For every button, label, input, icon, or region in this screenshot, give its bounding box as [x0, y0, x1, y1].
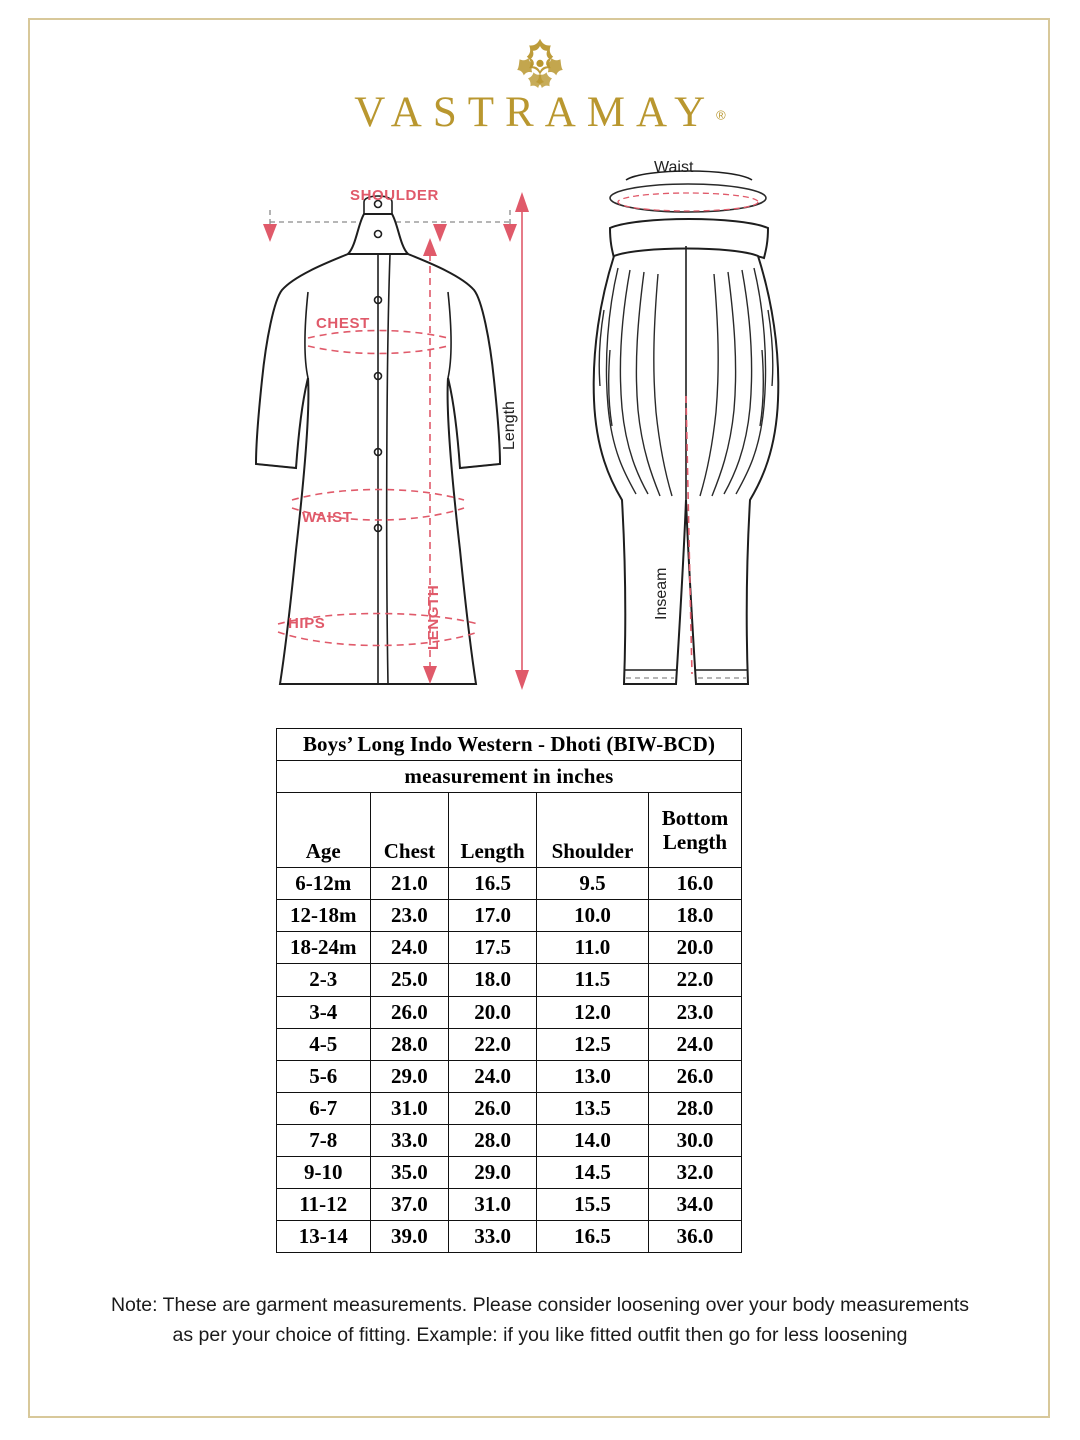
cell-shoulder: 13.0 [536, 1060, 648, 1092]
table-title-row [277, 729, 742, 761]
cell-length: 18.0 [449, 964, 537, 996]
cell-bottom-length: 20.0 [649, 932, 742, 964]
cell-shoulder: 14.5 [536, 1157, 648, 1189]
column-header-bottom-length-line2: Length [662, 830, 728, 855]
table-row [277, 1221, 742, 1253]
size-table [276, 728, 742, 1253]
cell-shoulder: 11.5 [536, 964, 648, 996]
cell-age: 9-10 [277, 1157, 371, 1189]
cell-shoulder: 9.5 [536, 868, 648, 900]
cell-shoulder: 15.5 [536, 1189, 648, 1221]
table-row [277, 996, 742, 1028]
column-header-age: Age [277, 793, 371, 868]
cell-shoulder: 12.5 [536, 1028, 648, 1060]
cell-age: 4-5 [277, 1028, 371, 1060]
cell-length: 29.0 [449, 1157, 537, 1189]
cell-age: 13-14 [277, 1221, 371, 1253]
cell-age: 6-12m [277, 868, 371, 900]
cell-shoulder: 14.0 [536, 1124, 648, 1156]
label-shoulder: SHOULDER [350, 187, 439, 204]
cell-length: 33.0 [449, 1221, 537, 1253]
cell-chest: 25.0 [370, 964, 449, 996]
label-dhoti-inseam: Inseam [653, 567, 670, 620]
cell-length: 26.0 [449, 1092, 537, 1124]
label-dhoti-waist: Waist [654, 159, 694, 176]
cell-chest: 31.0 [370, 1092, 449, 1124]
table-row [277, 964, 742, 996]
cell-shoulder: 13.5 [536, 1092, 648, 1124]
table-row [277, 868, 742, 900]
cell-shoulder: 11.0 [536, 932, 648, 964]
table-subtitle-row [277, 761, 742, 793]
cell-chest: 37.0 [370, 1189, 449, 1221]
cell-age: 18-24m [277, 932, 371, 964]
cell-bottom-length: 23.0 [649, 996, 742, 1028]
cell-chest: 28.0 [370, 1028, 449, 1060]
cell-shoulder: 10.0 [536, 900, 648, 932]
cell-length: 17.0 [449, 900, 537, 932]
kurta-diagram [256, 187, 517, 684]
cell-bottom-length: 16.0 [649, 868, 742, 900]
cell-shoulder: 16.5 [536, 1221, 648, 1253]
cell-length: 31.0 [449, 1189, 537, 1221]
label-hips: HIPS [288, 615, 326, 632]
dhoti-diagram [501, 159, 778, 690]
label-dhoti-length: Length [501, 401, 518, 450]
cell-bottom-length: 28.0 [649, 1092, 742, 1124]
cell-age: 2-3 [277, 964, 371, 996]
cell-age: 6-7 [277, 1092, 371, 1124]
table-row [277, 1157, 742, 1189]
cell-length: 22.0 [449, 1028, 537, 1060]
brand-header [0, 34, 1080, 137]
table-row [277, 1092, 742, 1124]
cell-bottom-length: 22.0 [649, 964, 742, 996]
column-header-shoulder: Shoulder [536, 793, 648, 868]
table-row [277, 1189, 742, 1221]
table-row [277, 1060, 742, 1092]
cell-shoulder: 12.0 [536, 996, 648, 1028]
cell-chest: 24.0 [370, 932, 449, 964]
cell-age: 5-6 [277, 1060, 371, 1092]
note-line-1: Note: These are garment measurements. Please consider loosening over your body measurements [110, 1294, 970, 1316]
cell-bottom-length: 30.0 [649, 1124, 742, 1156]
cell-chest: 23.0 [370, 900, 449, 932]
column-header-length: Length [449, 793, 537, 868]
garment-illustration [230, 150, 830, 710]
cell-bottom-length: 18.0 [649, 900, 742, 932]
floral-ornament-icon [510, 34, 570, 94]
label-length: LENGTH [425, 584, 442, 650]
cell-chest: 29.0 [370, 1060, 449, 1092]
cell-chest: 26.0 [370, 996, 449, 1028]
table-subtitle: measurement in inches [277, 761, 742, 793]
table-row [277, 932, 742, 964]
cell-bottom-length: 26.0 [649, 1060, 742, 1092]
column-header-bottom-length [649, 793, 742, 868]
cell-age: 7-8 [277, 1124, 371, 1156]
cell-bottom-length: 34.0 [649, 1189, 742, 1221]
cell-chest: 21.0 [370, 868, 449, 900]
cell-bottom-length: 32.0 [649, 1157, 742, 1189]
column-header-chest: Chest [370, 793, 449, 868]
cell-length: 28.0 [449, 1124, 537, 1156]
cell-length: 24.0 [449, 1060, 537, 1092]
table-row [277, 1124, 742, 1156]
note-line-2: as per your choice of fitting. Example: if you like fitted outfit then go for less loosening [172, 1324, 908, 1347]
brand-name: VASTRAMAY [354, 89, 717, 136]
registered-mark: ® [716, 107, 726, 123]
table-row [277, 1028, 742, 1060]
cell-length: 16.5 [449, 868, 537, 900]
cell-chest: 35.0 [370, 1157, 449, 1189]
table-header-row [277, 793, 742, 868]
size-table-wrapper [276, 728, 742, 1253]
cell-chest: 33.0 [370, 1124, 449, 1156]
cell-chest: 39.0 [370, 1221, 449, 1253]
cell-bottom-length: 24.0 [649, 1028, 742, 1060]
label-waist: WAIST [302, 509, 353, 526]
table-row [277, 900, 742, 932]
column-header-bottom-length-line1: Bottom [661, 806, 729, 831]
cell-bottom-length: 36.0 [649, 1221, 742, 1253]
table-title: Boys’ Long Indo Western - Dhoti (BIW-BCD) [277, 729, 742, 761]
measurement-note [48, 1290, 1032, 1350]
cell-age: 11-12 [277, 1189, 371, 1221]
cell-age: 12-18m [277, 900, 371, 932]
cell-length: 20.0 [449, 996, 537, 1028]
label-chest: CHEST [316, 315, 370, 332]
cell-age: 3-4 [277, 996, 371, 1028]
cell-length: 17.5 [449, 932, 537, 964]
